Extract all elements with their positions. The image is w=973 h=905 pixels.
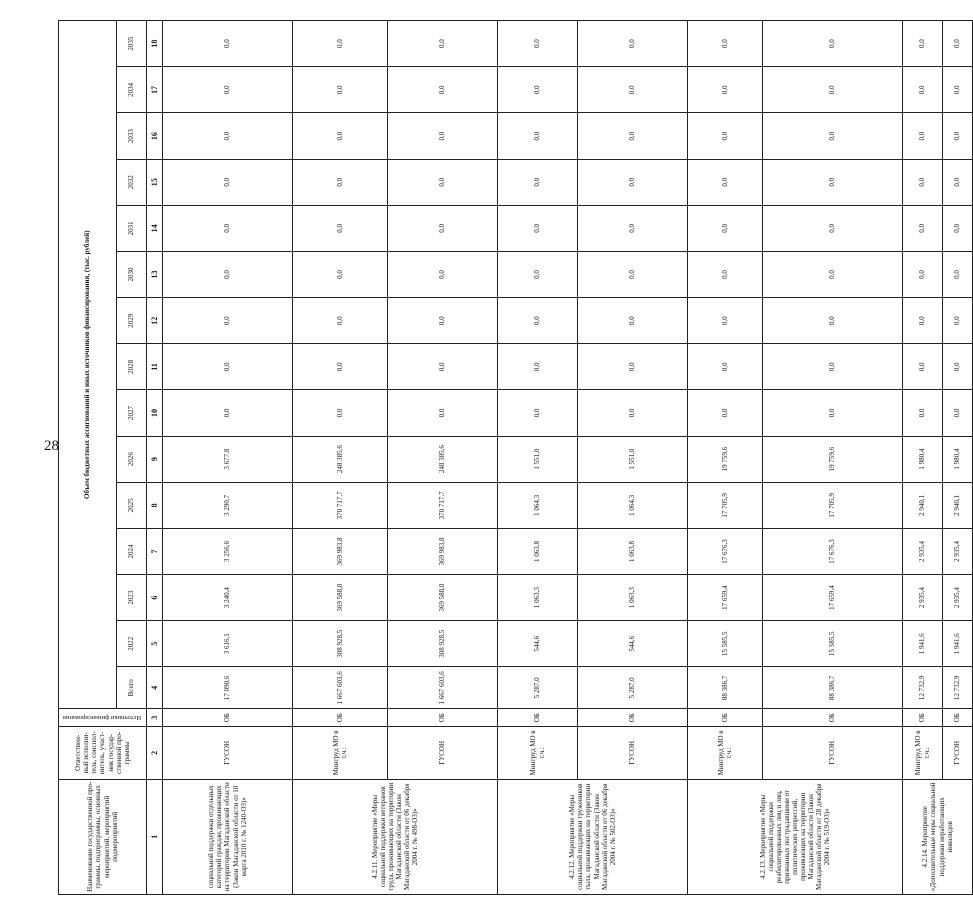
- row-value: 0,0: [498, 159, 578, 205]
- funding-group-header: Объем бюджетных ассигнований и иных источников финансирования, (тыс. рублей): [59, 21, 117, 709]
- row-value: 1 063,3: [498, 575, 578, 621]
- row-value: 1 941,6: [903, 621, 943, 667]
- row-value: 369 588,0: [388, 575, 498, 621]
- row-value: 2 940,1: [903, 482, 943, 528]
- row-value: 0,0: [388, 298, 498, 344]
- row-value: 19 759,6: [763, 436, 903, 482]
- row-total: 5 287,0: [578, 667, 688, 709]
- table-row: [903, 21, 943, 895]
- index-cell: 11: [147, 344, 163, 390]
- row-value: 0,0: [388, 159, 498, 205]
- row-value: 0,0: [943, 67, 973, 113]
- row-value: 0,0: [763, 298, 903, 344]
- row-executor: ГУСОН: [578, 727, 688, 779]
- row-source: ОБ: [163, 709, 293, 727]
- row-value: 544,6: [498, 621, 578, 667]
- row-source: ОБ: [763, 709, 903, 727]
- row-value: 0,0: [293, 251, 388, 297]
- row-name: 4.2.14. Мероприятие «Дополнительные меры социальной поддержки неработающих инвалидов: [903, 779, 973, 894]
- year-header-2035: 2035: [117, 21, 147, 67]
- table-row: [498, 21, 578, 895]
- row-value: 0,0: [293, 390, 388, 436]
- row-value: 0,0: [688, 390, 763, 436]
- table-row: [943, 21, 973, 895]
- row-value: 0,0: [943, 251, 973, 297]
- row-value: 0,0: [163, 298, 293, 344]
- row-value: 0,0: [763, 113, 903, 159]
- row-value: 0,0: [388, 251, 498, 297]
- row-value: 0,0: [943, 344, 973, 390]
- row-value: 1 980,4: [943, 436, 973, 482]
- row-value: 369 983,8: [293, 528, 388, 574]
- year-header-2024: 2024: [117, 528, 147, 574]
- row-value: 0,0: [688, 251, 763, 297]
- row-value: 0,0: [943, 113, 973, 159]
- row-source: ОБ: [578, 709, 688, 727]
- row-value: 0,0: [688, 298, 763, 344]
- row-value: 0,0: [498, 21, 578, 67]
- row-value: 1 551,0: [578, 436, 688, 482]
- row-value: 0,0: [903, 251, 943, 297]
- row-name: 4.2.13. Мероприятие «Меры социальной поддержки реабилитированных лиц и лиц, признанных пострадавшими от политических репрессий, проживающих на территории Магаданской области (Закон Магаданской области от 28 декабря 2004 г. № 519-ОЗ)»: [688, 779, 903, 894]
- index-cell: 2: [147, 727, 163, 779]
- row-value: 1 980,4: [903, 436, 943, 482]
- row-value: 17 676,3: [688, 528, 763, 574]
- row-value: 0,0: [293, 205, 388, 251]
- row-value: 0,0: [688, 344, 763, 390]
- row-value: 3 616,1: [163, 621, 293, 667]
- row-executor: Минтруд МО в т.ч.:: [293, 727, 388, 779]
- row-value: 0,0: [293, 113, 388, 159]
- index-cell: 4: [147, 667, 163, 709]
- row-value: 1 063,8: [578, 528, 688, 574]
- row-value: 0,0: [763, 205, 903, 251]
- row-value: 0,0: [903, 205, 943, 251]
- funding-table: [58, 20, 973, 895]
- row-value: 0,0: [763, 67, 903, 113]
- row-value: 0,0: [903, 67, 943, 113]
- row-value: 0,0: [578, 298, 688, 344]
- index-cell: 16: [147, 113, 163, 159]
- row-value: 2 940,1: [943, 482, 973, 528]
- row-value: 1 064,3: [578, 482, 688, 528]
- row-value: 0,0: [943, 21, 973, 67]
- row-value: 0,0: [688, 159, 763, 205]
- row-value: 0,0: [163, 251, 293, 297]
- year-header-2027: 2027: [117, 390, 147, 436]
- row-value: 370 717,7: [388, 482, 498, 528]
- row-value: 0,0: [498, 344, 578, 390]
- row-value: 1 941,6: [943, 621, 973, 667]
- year-header-2025: 2025: [117, 482, 147, 528]
- row-value: 0,0: [763, 344, 903, 390]
- row-total: 5 287,0: [498, 667, 578, 709]
- row-value: 0,0: [903, 390, 943, 436]
- row-value: 369 983,8: [388, 528, 498, 574]
- row-value: 0,0: [293, 298, 388, 344]
- row-value: 0,0: [943, 390, 973, 436]
- row-executor: ГУСОН: [163, 727, 293, 779]
- table-row: [578, 21, 688, 895]
- row-value: 0,0: [578, 344, 688, 390]
- index-cell: 3: [147, 709, 163, 727]
- row-value: 308 928,5: [293, 621, 388, 667]
- year-header-2026: 2026: [117, 436, 147, 482]
- row-source: ОБ: [498, 709, 578, 727]
- row-executor: Минтруд МО в т.ч.:: [688, 727, 763, 779]
- row-value: 1 064,3: [498, 482, 578, 528]
- row-value: 0,0: [498, 205, 578, 251]
- row-executor: Минтруд МО в т.ч.:: [498, 727, 578, 779]
- row-value: 1 551,0: [498, 436, 578, 482]
- row-value: 369 588,0: [293, 575, 388, 621]
- row-value: 0,0: [163, 205, 293, 251]
- row-value: 0,0: [578, 67, 688, 113]
- source-column-header-text: Источники финансирования: [63, 714, 142, 722]
- index-cell: 1: [147, 779, 163, 894]
- row-value: 0,0: [498, 251, 578, 297]
- row-value: 0,0: [578, 159, 688, 205]
- row-value: 17 659,4: [763, 575, 903, 621]
- row-value: 0,0: [498, 390, 578, 436]
- row-value: 1 063,3: [578, 575, 688, 621]
- row-value: 0,0: [763, 159, 903, 205]
- index-cell: 17: [147, 67, 163, 113]
- year-header-2031: 2031: [117, 205, 147, 251]
- index-cell: 9: [147, 436, 163, 482]
- row-value: 0,0: [293, 21, 388, 67]
- row-value: 0,0: [578, 251, 688, 297]
- table-row: [388, 21, 498, 895]
- row-value: 1 063,8: [498, 528, 578, 574]
- row-value: 17 705,9: [688, 482, 763, 528]
- row-value: 0,0: [903, 159, 943, 205]
- name-column-header: Наименование государственной про-граммы, подпрограммы, основных мероприятий, мероприятий подмероприятий: [59, 779, 147, 894]
- source-column-header: [59, 709, 147, 727]
- row-value: 2 935,4: [903, 528, 943, 574]
- row-value: 0,0: [763, 251, 903, 297]
- row-source: ОБ: [688, 709, 763, 727]
- row-value: 0,0: [763, 21, 903, 67]
- row-value: 0,0: [688, 113, 763, 159]
- row-value: 0,0: [388, 205, 498, 251]
- table-row: [688, 21, 763, 895]
- row-value: 17 705,9: [763, 482, 903, 528]
- table-row: [163, 21, 293, 895]
- index-cell: 13: [147, 251, 163, 297]
- rotated-table-wrapper: [58, 20, 962, 895]
- row-value: 0,0: [163, 159, 293, 205]
- index-cell: 15: [147, 159, 163, 205]
- row-value: 0,0: [903, 298, 943, 344]
- row-value: 17 659,4: [688, 575, 763, 621]
- year-header-2033: 2033: [117, 113, 147, 159]
- row-source: ОБ: [388, 709, 498, 727]
- row-value: 0,0: [163, 344, 293, 390]
- row-name: социальной поддержки отдельных категорий граждан, проживающих на территории Магаданской области (Закон Магаданской области от 10 марта 2010 г. № 1240-ОЗ)»: [163, 779, 293, 894]
- row-value: 308 928,5: [388, 621, 498, 667]
- index-cell: 14: [147, 205, 163, 251]
- row-value: 0,0: [163, 67, 293, 113]
- row-value: 0,0: [578, 113, 688, 159]
- row-source: ОБ: [903, 709, 943, 727]
- row-value: 3 677,8: [163, 436, 293, 482]
- row-value: 0,0: [903, 21, 943, 67]
- index-cell: 6: [147, 575, 163, 621]
- row-total: 17 090,6: [163, 667, 293, 709]
- row-value: 0,0: [388, 113, 498, 159]
- row-total: 88 386,7: [688, 667, 763, 709]
- row-executor: ГУСОН: [943, 727, 973, 779]
- row-value: 370 717,7: [293, 482, 388, 528]
- year-header-2034: 2034: [117, 67, 147, 113]
- table-row: [763, 21, 903, 895]
- row-value: 0,0: [943, 298, 973, 344]
- table-row: [293, 21, 388, 895]
- row-total: 12 732,9: [943, 667, 973, 709]
- row-executor: ГУСОН: [388, 727, 498, 779]
- row-value: 544,6: [578, 621, 688, 667]
- row-source: ОБ: [943, 709, 973, 727]
- row-value: 0,0: [498, 67, 578, 113]
- row-value: 2 935,4: [903, 575, 943, 621]
- row-value: 0,0: [578, 205, 688, 251]
- year-header-2032: 2032: [117, 159, 147, 205]
- row-value: 0,0: [578, 390, 688, 436]
- row-value: 0,0: [903, 113, 943, 159]
- row-total: 88 386,7: [763, 667, 903, 709]
- row-value: 0,0: [163, 21, 293, 67]
- row-value: 248 385,6: [293, 436, 388, 482]
- row-executor: ГУСОН: [763, 727, 903, 779]
- index-cell: 10: [147, 390, 163, 436]
- row-value: 0,0: [943, 205, 973, 251]
- row-value: 0,0: [388, 21, 498, 67]
- row-value: 0,0: [903, 344, 943, 390]
- row-value: 3 240,4: [163, 575, 293, 621]
- page-number: 28: [44, 438, 59, 454]
- row-total: 12 732,9: [903, 667, 943, 709]
- row-value: 2 935,4: [943, 575, 973, 621]
- row-total: 1 667 603,6: [293, 667, 388, 709]
- row-value: 17 676,3: [763, 528, 903, 574]
- row-total: 1 667 603,6: [388, 667, 498, 709]
- row-value: 0,0: [688, 205, 763, 251]
- row-value: 3 256,6: [163, 528, 293, 574]
- row-name: 4.2.11. Мероприятие «Меры социальной поддержки ветеранов труда, проживающих на территории Магаданской области (Закон Магаданской области от 06 декабря 2004 г. № 498-ОЗ)»: [293, 779, 498, 894]
- row-executor: Минтруд МО в т.ч.:: [903, 727, 943, 779]
- year-header-2029: 2029: [117, 298, 147, 344]
- row-value: 0,0: [293, 159, 388, 205]
- row-value: 3 290,7: [163, 482, 293, 528]
- row-value: 0,0: [498, 113, 578, 159]
- index-cell: 8: [147, 482, 163, 528]
- row-value: 0,0: [163, 113, 293, 159]
- year-header-2028: 2028: [117, 344, 147, 390]
- row-value: 248 385,6: [388, 436, 498, 482]
- year-header-2022: 2022: [117, 621, 147, 667]
- year-header-2023: 2023: [117, 575, 147, 621]
- row-value: 0,0: [293, 67, 388, 113]
- row-value: 0,0: [943, 159, 973, 205]
- year-header-2030: 2030: [117, 251, 147, 297]
- row-value: 0,0: [163, 390, 293, 436]
- row-value: 0,0: [763, 390, 903, 436]
- index-cell: 12: [147, 298, 163, 344]
- row-value: 2 935,4: [943, 528, 973, 574]
- index-cell: 5: [147, 621, 163, 667]
- index-cell: 18: [147, 21, 163, 67]
- row-value: 0,0: [498, 298, 578, 344]
- row-value: 0,0: [578, 21, 688, 67]
- row-value: 0,0: [688, 67, 763, 113]
- row-value: 0,0: [388, 67, 498, 113]
- row-value: 15 585,5: [763, 621, 903, 667]
- row-value: 15 585,5: [688, 621, 763, 667]
- row-value: 19 759,6: [688, 436, 763, 482]
- index-cell: 7: [147, 528, 163, 574]
- row-value: 0,0: [388, 390, 498, 436]
- row-value: 0,0: [293, 344, 388, 390]
- row-value: 0,0: [688, 21, 763, 67]
- total-column-header: Всего: [117, 667, 147, 709]
- executor-column-header: Ответствен-ный исполни-тель, соиспол-нитель, участ-ник государ-ственной про-граммы: [59, 727, 147, 779]
- row-value: 0,0: [388, 344, 498, 390]
- row-source: ОБ: [293, 709, 388, 727]
- row-name: 4.2.12. Мероприятие «Меры социальной поддержки тружеников тыла, проживающих на территории Магаданской области (Закон Магаданской области от 06 декабря 2004 г. № 502-ОЗ)»: [498, 779, 688, 894]
